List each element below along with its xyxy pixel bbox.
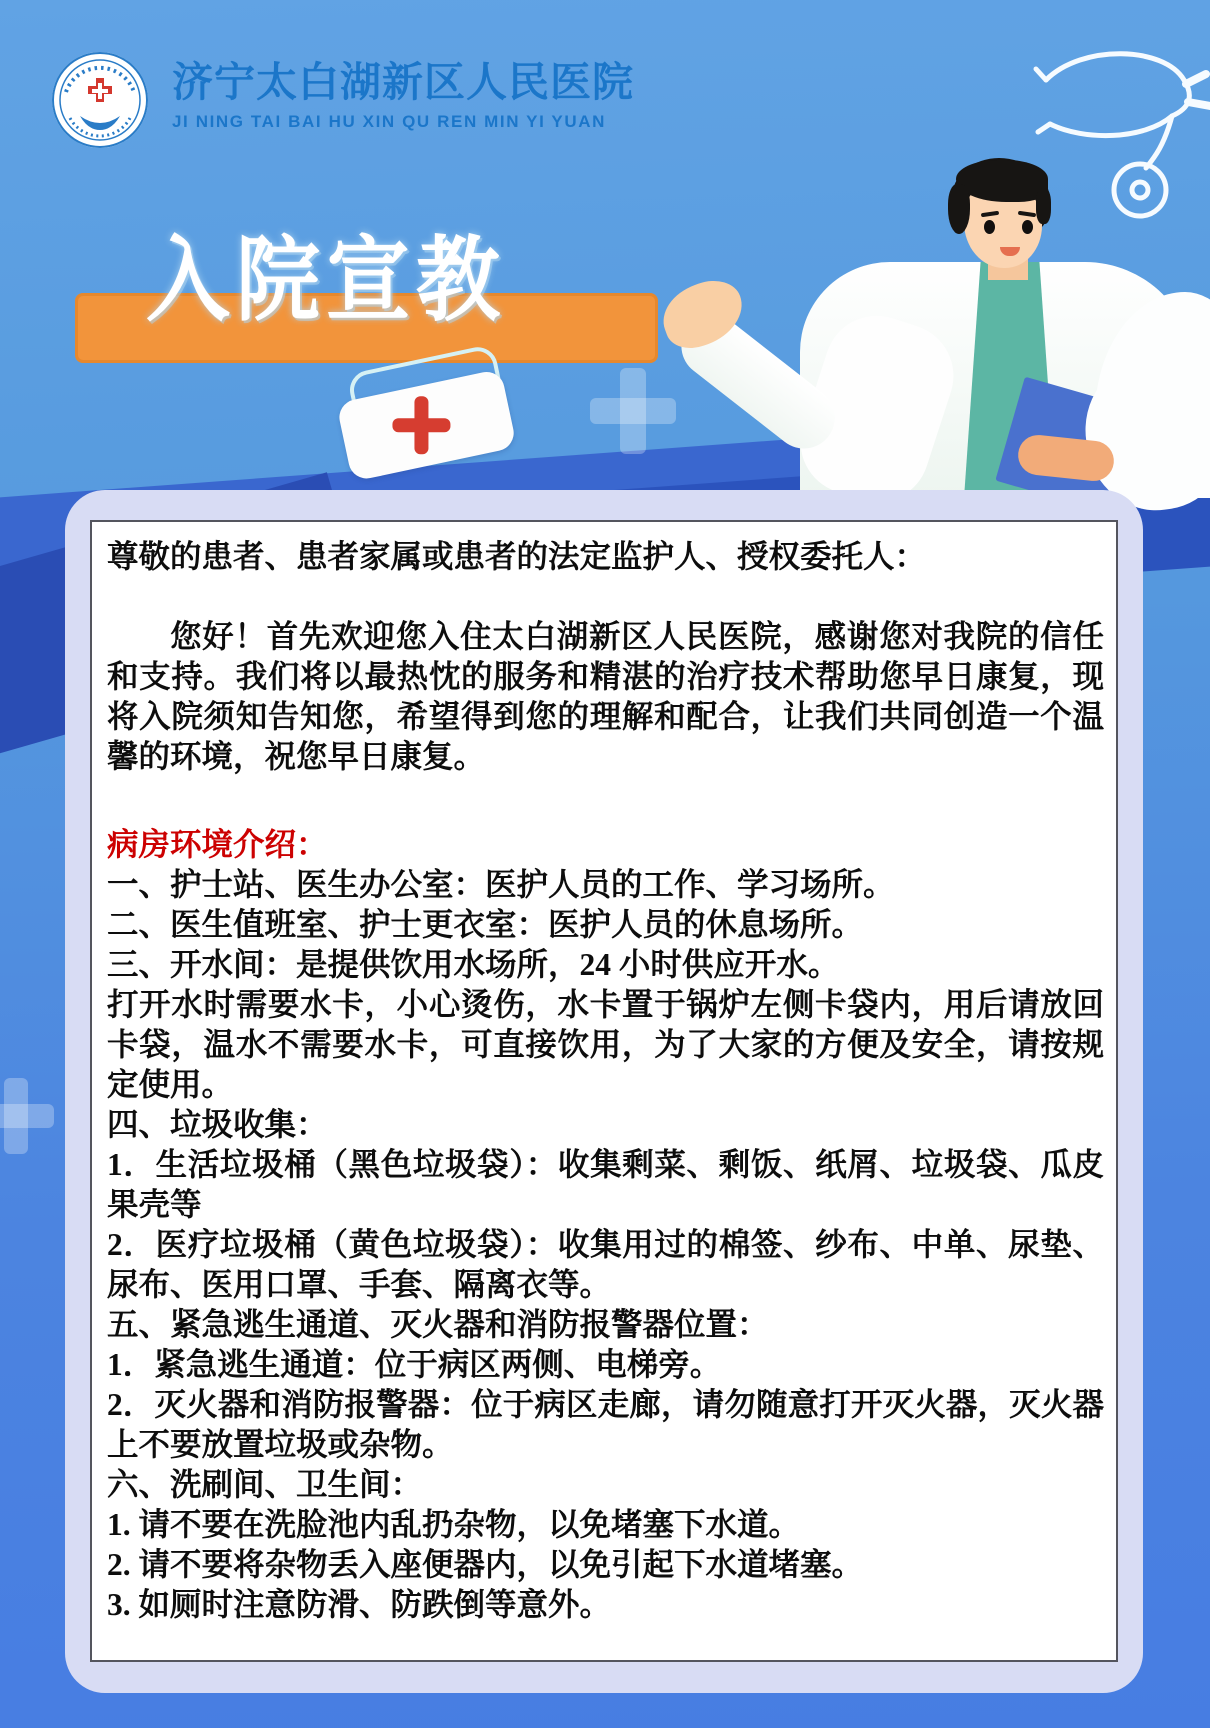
notice-line: 打开水时需要水卡，小心烫伤，水卡置于锅炉左侧卡袋内，用后请放回卡袋，温水不需要水卡，可直接饮用，为了大家的方便及安全，请按规定使用。 xyxy=(107,987,1104,1102)
notice-text-box xyxy=(90,520,1118,1662)
notice-line: 二、医生值班室、护士更衣室：医护人员的休息场所。 xyxy=(107,907,864,942)
notice-line: 1．生活垃圾桶（黑色垃圾袋）：收集剩菜、剩饭、纸屑、垃圾袋、瓜皮果壳等 xyxy=(107,1147,1104,1222)
poster-title: 入院宣教 xyxy=(146,226,507,335)
notice-line: 六、洗刷间、卫生间： xyxy=(107,1467,423,1502)
notice-line: 3. 如厕时注意防滑、防跌倒等意外。 xyxy=(107,1587,612,1622)
notice-line: 三、开水间：是提供饮用水场所，24 小时供应开水。 xyxy=(107,947,840,982)
section-heading: 病房环境介绍： xyxy=(107,827,328,862)
hospital-name-block xyxy=(172,50,634,132)
notice-line: 2．医疗垃圾桶（黄色垃圾袋）：收集用过的棉签、纱布、中单、尿垫、尿布、医用口罩、手套、隔离衣等。 xyxy=(107,1227,1104,1302)
hospital-logo-icon xyxy=(50,50,150,150)
greeting-line: 尊敬的患者、患者家属或患者的法定监护人、授权委托人： xyxy=(107,539,927,574)
notice-line: 四、垃圾收集： xyxy=(107,1107,328,1142)
header xyxy=(50,50,634,150)
hospital-name: 济宁太白湖新区人民医院 xyxy=(172,59,634,105)
notice-line: 一、护士站、医生办公室：医护人员的工作、学习场所。 xyxy=(107,867,895,902)
doctor-eye xyxy=(984,220,995,234)
notice-line: 1．紧急逃生通道：位于病区两侧、电梯旁。 xyxy=(107,1347,722,1382)
doctor-eye xyxy=(1022,220,1033,234)
content-card xyxy=(65,490,1143,1693)
intro-paragraph: 您好！首先欢迎您入住太白湖新区人民医院，感谢您对我院的信任和支持。我们将以最热忱的服务和精湛的治疗技术帮助您早日康复，现将入院须知告知您，希望得到您的理解和配合，让我们共同创造一个温馨的环境，祝您早日康复。 xyxy=(107,619,1104,774)
doctor-hair-side xyxy=(1036,188,1051,224)
notice-line: 2．灭火器和消防报警器：位于病区走廊，请勿随意打开灭火器，灭火器上不要放置垃圾或杂物。 xyxy=(107,1387,1104,1462)
notice-line: 五、紧急逃生通道、灭火器和消防报警器位置： xyxy=(107,1307,769,1342)
doctor-hair-side xyxy=(948,184,970,234)
hospital-pinyin: JI NING TAI BAI HU XIN QU REN MIN YI YUAN xyxy=(172,112,606,132)
notice-line: 2. 请不要将杂物丢入座便器内，以免引起下水道堵塞。 xyxy=(107,1547,864,1582)
notice-line: 1. 请不要在洗脸池内乱扔杂物，以免堵塞下水道。 xyxy=(107,1507,801,1542)
red-cross-icon xyxy=(392,418,450,432)
